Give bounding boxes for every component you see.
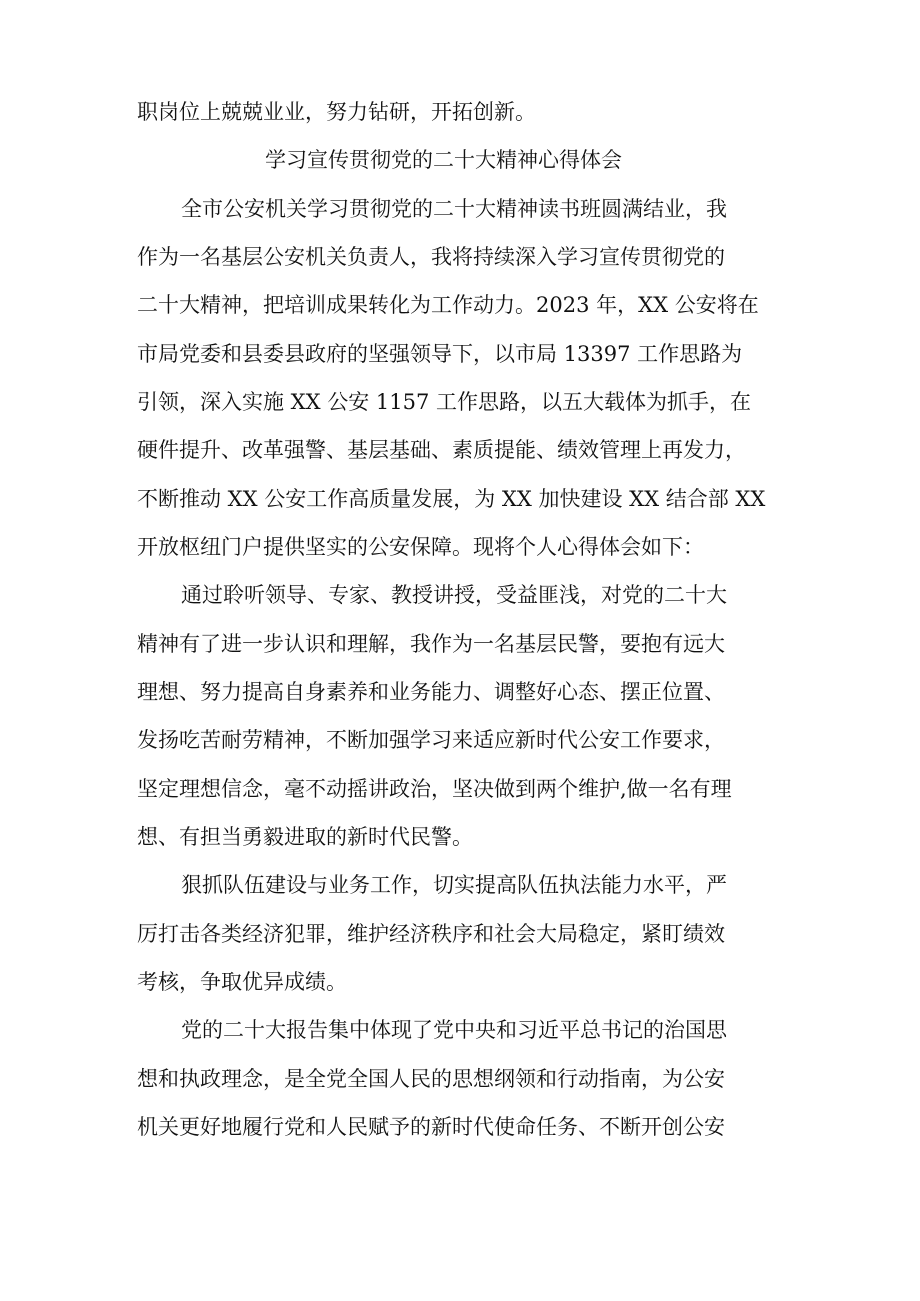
paragraph-4-line-3: 机关更好地履行党和人民赋予的新时代使命任务、不断开创公安 <box>137 1115 725 1139</box>
paragraph-1-line-8: 开放枢纽门户提供坚实的公安保障。现将个人心得体会如下： <box>137 535 704 559</box>
paragraph-1-line-4: 市局党委和县委县政府的坚强领导下，以市局 13397 工作思路为 <box>137 342 743 366</box>
paragraph-2-line-4: 发扬吃苦耐劳精神，不断加强学习来适应新时代公安工作要求， <box>137 728 725 752</box>
paragraph-2-line-3: 理想、努力提高自身素养和业务能力、调整好心态、摆正位置、 <box>137 680 725 704</box>
paragraph-4-line-2: 想和执政理念，是全党全国人民的思想纲领和行动指南，为公安 <box>137 1067 725 1091</box>
paragraph-1-line-2: 作为一名基层公安机关负责人，我将持续深入学习宣传贯彻党的 <box>137 245 725 269</box>
paragraph-2-line-6: 想、有担当勇毅进取的新时代民警。 <box>137 825 473 849</box>
paragraph-4-line-1: 党的二十大报告集中体现了党中央和习近平总书记的治国思 <box>181 1018 727 1042</box>
paragraph-1-line-1: 全市公安机关学习贯彻党的二十大精神读书班圆满结业，我 <box>181 197 727 221</box>
paragraph-3-line-2: 厉打击各类经济犯罪，维护经济秩序和社会大局稳定，紧盯绩效 <box>137 922 725 946</box>
paragraph-1-line-3: 二十大精神，把培训成果转化为工作动力。2023 年，XX 公安将在 <box>137 293 759 317</box>
paragraph-3-line-1: 狠抓队伍建设与业务工作，切实提高队伍执法能力水平，严 <box>181 873 727 897</box>
continuation-line: 职岗位上兢兢业业，努力钻研，开拓创新。 <box>137 100 536 124</box>
paragraph-2-line-2: 精神有了进一步认识和理解，我作为一名基层民警，要抱有远大 <box>137 632 725 656</box>
paragraph-2-line-1: 通过聆听领导、专家、教授讲授，受益匪浅，对党的二十大 <box>181 583 727 607</box>
paragraph-1-line-5: 引领，深入实施 XX 公安 1157 工作思路，以五大载体为抓手，在 <box>137 390 752 414</box>
paragraph-3-line-3: 考核，争取优异成绩。 <box>137 970 347 994</box>
paragraph-1-line-7: 不断推动 XX 公安工作高质量发展，为 XX 加快建设 XX 结合部 XX <box>137 487 766 511</box>
paragraph-2-line-5: 坚定理想信念，毫不动摇讲政治，坚决做到两个维护,做一名有理 <box>137 777 732 801</box>
document-title: 学习宣传贯彻党的二十大精神心得体会 <box>265 148 622 172</box>
paragraph-1-line-6: 硬件提升、改革强警、基层基础、素质提能、绩效管理上再发力， <box>137 438 746 462</box>
